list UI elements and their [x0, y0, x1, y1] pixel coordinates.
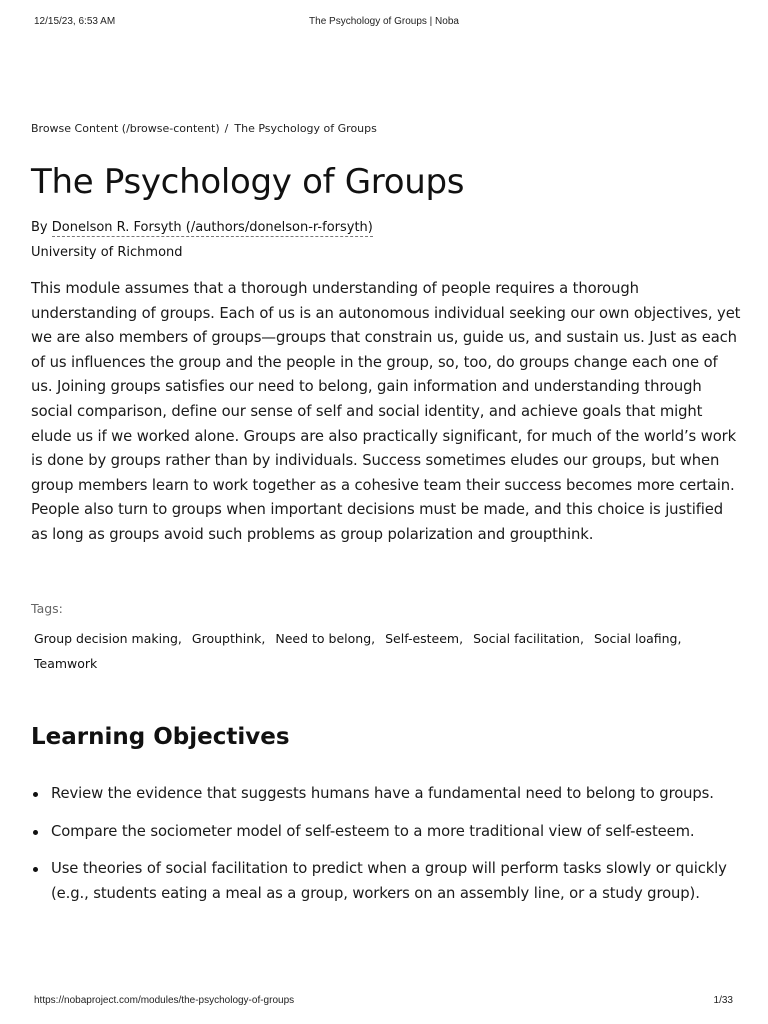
tag-link[interactable]: Group decision making,	[34, 631, 182, 646]
tag-link[interactable]: Groupthink,	[191, 631, 266, 646]
print-url: https://nobaproject.com/modules/the-psychology-of-groups	[34, 995, 295, 1006]
list-item	[31, 857, 743, 906]
learning-objectives-list	[31, 782, 743, 919]
tags-label: Tags:	[31, 601, 63, 616]
list-item	[31, 820, 743, 845]
tag-link[interactable]: Social loafing,	[593, 631, 682, 646]
objective-text: Compare the sociometer model of self-esteem to a more traditional view of self-esteem.	[51, 822, 695, 840]
bullet-icon	[33, 792, 38, 797]
breadcrumb-current-page: The Psychology of Groups	[234, 122, 377, 135]
objective-text: Review the evidence that suggests humans have a fundamental need to belong to groups.	[51, 785, 714, 802]
breadcrumb-browse-content-link[interactable]: Browse Content (/browse-content)	[31, 122, 220, 135]
tag-link[interactable]: Need to belong,	[275, 631, 376, 646]
byline	[31, 220, 373, 235]
tags-list	[34, 626, 724, 676]
bullet-icon	[33, 867, 38, 872]
byline-by-label: By	[31, 220, 48, 235]
abstract-paragraph: This module assumes that a thorough understanding of people requires a thorough understanding of groups. Each of us is an autonomous individual seeking our own objectives, yet we are also members of groups—groups that constrain us, guide us, and sustain us. Just as each of us influences the group and the people in the group, so, too, do groups change each one of us. Joining groups satisfies our need to belong, gain information and understanding through social comparison, define our sense of self and social identity, and achieve goals that might elude us if we worked alone. Groups are also practically significant, for much of the world’s work is done by groups rather than by individuals. Success sometimes eludes our groups, but when group members learn to work together as a cohesive team their success becomes more certain. People also turn to groups when important decisions must be made, and this choice is justified as long as groups avoid such problems as group polarization and groupthink.	[31, 280, 741, 543]
list-item	[31, 782, 743, 807]
tag-link[interactable]: Social facilitation,	[473, 631, 584, 646]
author-affiliation: University of Richmond	[31, 245, 183, 260]
author-link[interactable]: Donelson R. Forsyth (/authors/donelson-r-forsyth)	[51, 220, 373, 235]
bullet-icon	[33, 830, 38, 835]
print-datetime: 12/15/23, 6:53 AM	[34, 16, 116, 27]
page-title: The Psychology of Groups	[31, 162, 465, 202]
breadcrumb	[31, 122, 377, 135]
learning-objectives-heading: Learning Objectives	[31, 724, 290, 750]
print-page-number: 1/33	[713, 995, 733, 1006]
tag-link[interactable]: Teamwork	[34, 656, 98, 671]
tag-link[interactable]: Self-esteem,	[385, 631, 464, 646]
print-page-title: The Psychology of Groups | Noba	[309, 16, 459, 27]
breadcrumb-separator: /	[224, 122, 229, 135]
objective-text: Use theories of social facilitation to predict when a group will perform tasks slowly or quickly (e.g., students eating a meal as a group, workers on an assembly line, or a study group).	[51, 860, 727, 902]
